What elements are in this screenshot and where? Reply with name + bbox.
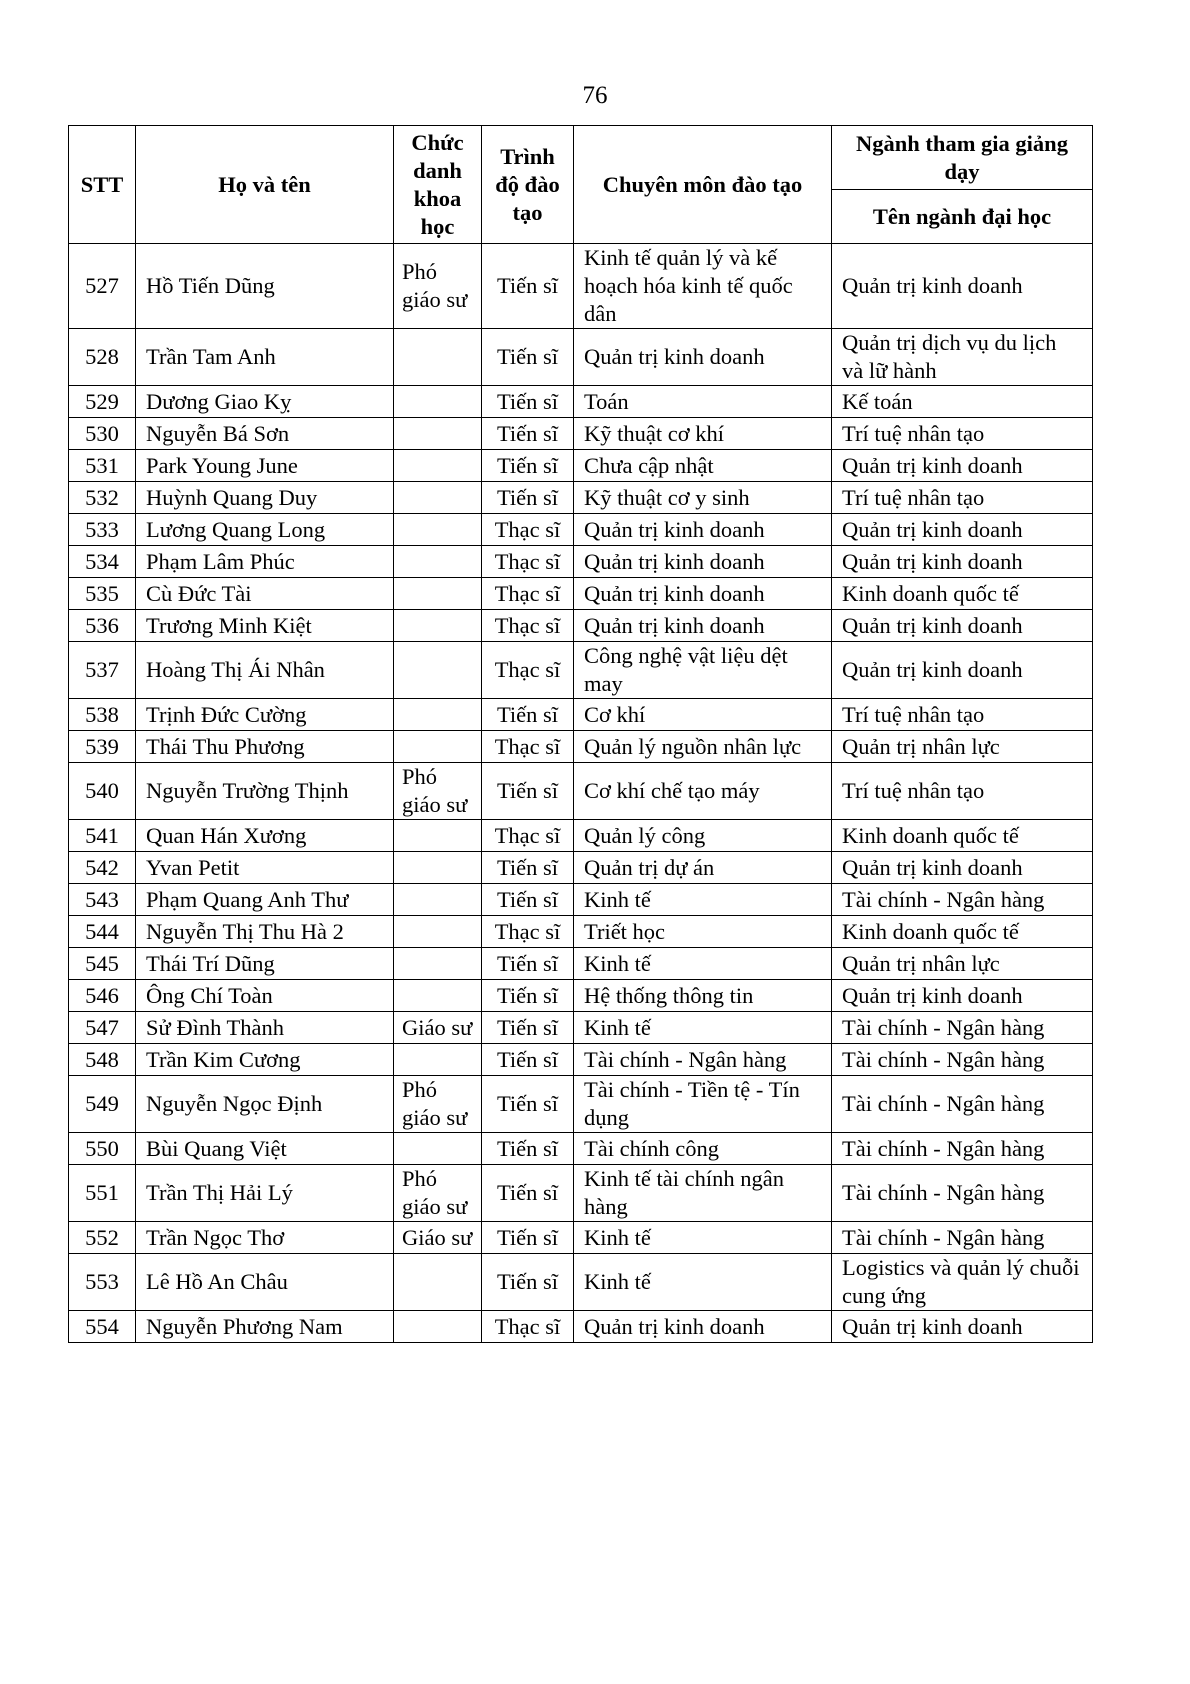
row-degree: Thạc sĩ bbox=[482, 514, 574, 546]
row-field: Trí tuệ nhân tạo bbox=[832, 482, 1093, 514]
table-row bbox=[69, 418, 1093, 450]
table-row bbox=[69, 763, 1093, 820]
row-specialty: Kinh tế bbox=[574, 1254, 832, 1311]
row-specialty: Tài chính - Tiền tệ - Tín dụng bbox=[574, 1076, 832, 1133]
table-body bbox=[69, 244, 1093, 1343]
row-field: Trí tuệ nhân tạo bbox=[832, 418, 1093, 450]
table-row bbox=[69, 916, 1093, 948]
row-degree: Tiến sĩ bbox=[482, 1254, 574, 1311]
row-stt: 530 bbox=[69, 418, 136, 450]
row-specialty: Công nghệ vật liệu dệt may bbox=[574, 642, 832, 699]
row-field: Quản trị kinh doanh bbox=[832, 450, 1093, 482]
table-row bbox=[69, 1165, 1093, 1222]
row-academic-title bbox=[394, 482, 482, 514]
row-name: Trần Ngọc Thơ bbox=[136, 1222, 394, 1254]
row-stt: 527 bbox=[69, 244, 136, 329]
row-name: Quan Hán Xương bbox=[136, 820, 394, 852]
row-field: Quản trị dịch vụ du lịch và lữ hành bbox=[832, 329, 1093, 386]
row-field: Quản trị kinh doanh bbox=[832, 980, 1093, 1012]
lecturer-table bbox=[68, 125, 1093, 1343]
row-specialty: Quản trị kinh doanh bbox=[574, 329, 832, 386]
row-academic-title bbox=[394, 1133, 482, 1165]
row-academic-title: Giáo sư bbox=[394, 1222, 482, 1254]
row-stt: 547 bbox=[69, 1012, 136, 1044]
row-degree: Tiến sĩ bbox=[482, 244, 574, 329]
row-stt: 529 bbox=[69, 386, 136, 418]
row-field: Tài chính - Ngân hàng bbox=[832, 884, 1093, 916]
row-name: Dương Giao Kỵ bbox=[136, 386, 394, 418]
row-field: Trí tuệ nhân tạo bbox=[832, 763, 1093, 820]
row-specialty: Chưa cập nhật bbox=[574, 450, 832, 482]
table-row bbox=[69, 244, 1093, 329]
row-degree: Thạc sĩ bbox=[482, 642, 574, 699]
row-degree: Tiến sĩ bbox=[482, 1076, 574, 1133]
row-specialty: Quản trị kinh doanh bbox=[574, 514, 832, 546]
row-specialty: Cơ khí bbox=[574, 699, 832, 731]
row-stt: 544 bbox=[69, 916, 136, 948]
row-name: Yvan Petit bbox=[136, 852, 394, 884]
table-row bbox=[69, 482, 1093, 514]
row-name: Sử Đình Thành bbox=[136, 1012, 394, 1044]
table-row bbox=[69, 546, 1093, 578]
row-academic-title bbox=[394, 980, 482, 1012]
row-field: Quản trị kinh doanh bbox=[832, 642, 1093, 699]
row-field: Trí tuệ nhân tạo bbox=[832, 699, 1093, 731]
row-degree: Thạc sĩ bbox=[482, 731, 574, 763]
row-degree: Tiến sĩ bbox=[482, 699, 574, 731]
row-name: Nguyễn Trường Thịnh bbox=[136, 763, 394, 820]
table-row bbox=[69, 948, 1093, 980]
row-specialty: Kinh tế bbox=[574, 1222, 832, 1254]
table-row bbox=[69, 1076, 1093, 1133]
row-specialty: Kinh tế tài chính ngân hàng bbox=[574, 1165, 832, 1222]
table-row bbox=[69, 386, 1093, 418]
row-academic-title: Phó giáo sư bbox=[394, 763, 482, 820]
row-degree: Tiến sĩ bbox=[482, 482, 574, 514]
row-degree: Thạc sĩ bbox=[482, 578, 574, 610]
row-degree: Tiến sĩ bbox=[482, 1222, 574, 1254]
header-field-group: Ngành tham gia giảng dạy bbox=[832, 126, 1093, 190]
table-row bbox=[69, 578, 1093, 610]
row-specialty: Triết học bbox=[574, 916, 832, 948]
row-stt: 532 bbox=[69, 482, 136, 514]
row-field: Quản trị kinh doanh bbox=[832, 244, 1093, 329]
row-name: Trần Thị Hải Lý bbox=[136, 1165, 394, 1222]
row-stt: 548 bbox=[69, 1044, 136, 1076]
row-field: Quản trị nhân lực bbox=[832, 948, 1093, 980]
row-stt: 531 bbox=[69, 450, 136, 482]
table-row bbox=[69, 820, 1093, 852]
row-specialty: Kinh tế quản lý và kế hoạch hóa kinh tế quốc dân bbox=[574, 244, 832, 329]
row-name: Thái Thu Phương bbox=[136, 731, 394, 763]
row-name: Nguyễn Thị Thu Hà 2 bbox=[136, 916, 394, 948]
row-degree: Thạc sĩ bbox=[482, 916, 574, 948]
row-degree: Tiến sĩ bbox=[482, 386, 574, 418]
row-stt: 543 bbox=[69, 884, 136, 916]
row-degree: Tiến sĩ bbox=[482, 948, 574, 980]
row-name: Phạm Lâm Phúc bbox=[136, 546, 394, 578]
row-name: Phạm Quang Anh Thư bbox=[136, 884, 394, 916]
row-stt: 549 bbox=[69, 1076, 136, 1133]
row-academic-title bbox=[394, 916, 482, 948]
row-name: Lê Hồ An Châu bbox=[136, 1254, 394, 1311]
row-name: Cù Đức Tài bbox=[136, 578, 394, 610]
row-stt: 541 bbox=[69, 820, 136, 852]
row-stt: 540 bbox=[69, 763, 136, 820]
row-stt: 533 bbox=[69, 514, 136, 546]
row-degree: Thạc sĩ bbox=[482, 546, 574, 578]
row-academic-title bbox=[394, 514, 482, 546]
table-row bbox=[69, 1311, 1093, 1343]
row-specialty: Cơ khí chế tạo máy bbox=[574, 763, 832, 820]
row-degree: Thạc sĩ bbox=[482, 610, 574, 642]
row-academic-title bbox=[394, 1311, 482, 1343]
row-field: Kinh doanh quốc tế bbox=[832, 820, 1093, 852]
header-stt: STT bbox=[69, 126, 136, 244]
row-stt: 539 bbox=[69, 731, 136, 763]
table-row bbox=[69, 852, 1093, 884]
row-stt: 551 bbox=[69, 1165, 136, 1222]
table-row bbox=[69, 731, 1093, 763]
row-academic-title bbox=[394, 450, 482, 482]
row-name: Park Young June bbox=[136, 450, 394, 482]
row-field: Tài chính - Ngân hàng bbox=[832, 1012, 1093, 1044]
row-stt: 537 bbox=[69, 642, 136, 699]
table-row bbox=[69, 1133, 1093, 1165]
table-row bbox=[69, 1012, 1093, 1044]
row-academic-title bbox=[394, 386, 482, 418]
table-row bbox=[69, 450, 1093, 482]
header-name: Họ và tên bbox=[136, 126, 394, 244]
row-degree: Tiến sĩ bbox=[482, 1133, 574, 1165]
row-stt: 552 bbox=[69, 1222, 136, 1254]
row-name: Trần Tam Anh bbox=[136, 329, 394, 386]
row-academic-title bbox=[394, 642, 482, 699]
row-academic-title bbox=[394, 852, 482, 884]
header-field: Tên ngành đại học bbox=[832, 190, 1093, 244]
row-name: Trương Minh Kiệt bbox=[136, 610, 394, 642]
row-degree: Tiến sĩ bbox=[482, 980, 574, 1012]
row-academic-title bbox=[394, 699, 482, 731]
row-degree: Tiến sĩ bbox=[482, 852, 574, 884]
row-degree: Tiến sĩ bbox=[482, 1165, 574, 1222]
row-academic-title bbox=[394, 1254, 482, 1311]
row-academic-title: Phó giáo sư bbox=[394, 244, 482, 329]
page-number: 76 bbox=[582, 82, 608, 109]
row-field: Logistics và quản lý chuỗi cung ứng bbox=[832, 1254, 1093, 1311]
table-row bbox=[69, 1222, 1093, 1254]
row-stt: 535 bbox=[69, 578, 136, 610]
row-specialty: Kinh tế bbox=[574, 1012, 832, 1044]
table-row bbox=[69, 1044, 1093, 1076]
row-field: Kinh doanh quốc tế bbox=[832, 916, 1093, 948]
row-specialty: Kỹ thuật cơ khí bbox=[574, 418, 832, 450]
row-field: Tài chính - Ngân hàng bbox=[832, 1133, 1093, 1165]
row-academic-title bbox=[394, 418, 482, 450]
row-specialty: Tài chính - Ngân hàng bbox=[574, 1044, 832, 1076]
row-stt: 545 bbox=[69, 948, 136, 980]
row-name: Nguyễn Bá Sơn bbox=[136, 418, 394, 450]
row-name: Nguyễn Phương Nam bbox=[136, 1311, 394, 1343]
header-title: Chức danh khoa học bbox=[394, 126, 482, 244]
row-academic-title bbox=[394, 731, 482, 763]
row-specialty: Kinh tế bbox=[574, 884, 832, 916]
row-degree: Tiến sĩ bbox=[482, 763, 574, 820]
table-row bbox=[69, 884, 1093, 916]
table-row bbox=[69, 610, 1093, 642]
row-name: Trịnh Đức Cường bbox=[136, 699, 394, 731]
table-row bbox=[69, 514, 1093, 546]
row-academic-title bbox=[394, 546, 482, 578]
row-degree: Tiến sĩ bbox=[482, 1044, 574, 1076]
table-row bbox=[69, 699, 1093, 731]
row-field: Quản trị kinh doanh bbox=[832, 546, 1093, 578]
row-degree: Tiến sĩ bbox=[482, 329, 574, 386]
row-academic-title bbox=[394, 329, 482, 386]
row-name: Bùi Quang Việt bbox=[136, 1133, 394, 1165]
table-row bbox=[69, 1254, 1093, 1311]
row-specialty: Toán bbox=[574, 386, 832, 418]
row-stt: 536 bbox=[69, 610, 136, 642]
row-field: Quản trị nhân lực bbox=[832, 731, 1093, 763]
table-row bbox=[69, 980, 1093, 1012]
row-name: Thái Trí Dũng bbox=[136, 948, 394, 980]
row-degree: Tiến sĩ bbox=[482, 884, 574, 916]
row-specialty: Quản lý công bbox=[574, 820, 832, 852]
row-field: Quản trị kinh doanh bbox=[832, 1311, 1093, 1343]
row-stt: 554 bbox=[69, 1311, 136, 1343]
row-academic-title bbox=[394, 610, 482, 642]
row-stt: 546 bbox=[69, 980, 136, 1012]
row-field: Tài chính - Ngân hàng bbox=[832, 1165, 1093, 1222]
row-stt: 553 bbox=[69, 1254, 136, 1311]
row-specialty: Quản trị kinh doanh bbox=[574, 578, 832, 610]
row-academic-title bbox=[394, 820, 482, 852]
row-degree: Thạc sĩ bbox=[482, 820, 574, 852]
table-row bbox=[69, 329, 1093, 386]
row-specialty: Quản lý nguồn nhân lực bbox=[574, 731, 832, 763]
header-specialty: Chuyên môn đào tạo bbox=[574, 126, 832, 244]
row-academic-title bbox=[394, 578, 482, 610]
row-name: Hồ Tiến Dũng bbox=[136, 244, 394, 329]
row-stt: 550 bbox=[69, 1133, 136, 1165]
row-field: Tài chính - Ngân hàng bbox=[832, 1076, 1093, 1133]
row-specialty: Quản trị kinh doanh bbox=[574, 1311, 832, 1343]
row-field: Tài chính - Ngân hàng bbox=[832, 1222, 1093, 1254]
row-specialty: Quản trị kinh doanh bbox=[574, 546, 832, 578]
row-field: Tài chính - Ngân hàng bbox=[832, 1044, 1093, 1076]
row-stt: 528 bbox=[69, 329, 136, 386]
row-specialty: Tài chính công bbox=[574, 1133, 832, 1165]
table-row bbox=[69, 642, 1093, 699]
row-degree: Tiến sĩ bbox=[482, 450, 574, 482]
row-name: Huỳnh Quang Duy bbox=[136, 482, 394, 514]
row-name: Nguyễn Ngọc Định bbox=[136, 1076, 394, 1133]
row-academic-title: Phó giáo sư bbox=[394, 1076, 482, 1133]
row-stt: 542 bbox=[69, 852, 136, 884]
row-degree: Tiến sĩ bbox=[482, 418, 574, 450]
row-academic-title: Phó giáo sư bbox=[394, 1165, 482, 1222]
row-stt: 534 bbox=[69, 546, 136, 578]
row-specialty: Quản trị kinh doanh bbox=[574, 610, 832, 642]
row-degree: Thạc sĩ bbox=[482, 1311, 574, 1343]
row-name: Hoàng Thị Ái Nhân bbox=[136, 642, 394, 699]
row-field: Kinh doanh quốc tế bbox=[832, 578, 1093, 610]
row-name: Trần Kim Cương bbox=[136, 1044, 394, 1076]
row-stt: 538 bbox=[69, 699, 136, 731]
row-specialty: Kinh tế bbox=[574, 948, 832, 980]
row-academic-title: Giáo sư bbox=[394, 1012, 482, 1044]
row-academic-title bbox=[394, 948, 482, 980]
row-name: Lương Quang Long bbox=[136, 514, 394, 546]
table-header bbox=[69, 126, 1093, 244]
row-specialty: Kỹ thuật cơ y sinh bbox=[574, 482, 832, 514]
row-academic-title bbox=[394, 884, 482, 916]
row-field: Quản trị kinh doanh bbox=[832, 852, 1093, 884]
row-academic-title bbox=[394, 1044, 482, 1076]
row-field: Kế toán bbox=[832, 386, 1093, 418]
row-specialty: Hệ thống thông tin bbox=[574, 980, 832, 1012]
row-specialty: Quản trị dự án bbox=[574, 852, 832, 884]
row-field: Quản trị kinh doanh bbox=[832, 514, 1093, 546]
row-field: Quản trị kinh doanh bbox=[832, 610, 1093, 642]
header-degree: Trình độ đào tạo bbox=[482, 126, 574, 244]
row-name: Ông Chí Toàn bbox=[136, 980, 394, 1012]
row-degree: Tiến sĩ bbox=[482, 1012, 574, 1044]
